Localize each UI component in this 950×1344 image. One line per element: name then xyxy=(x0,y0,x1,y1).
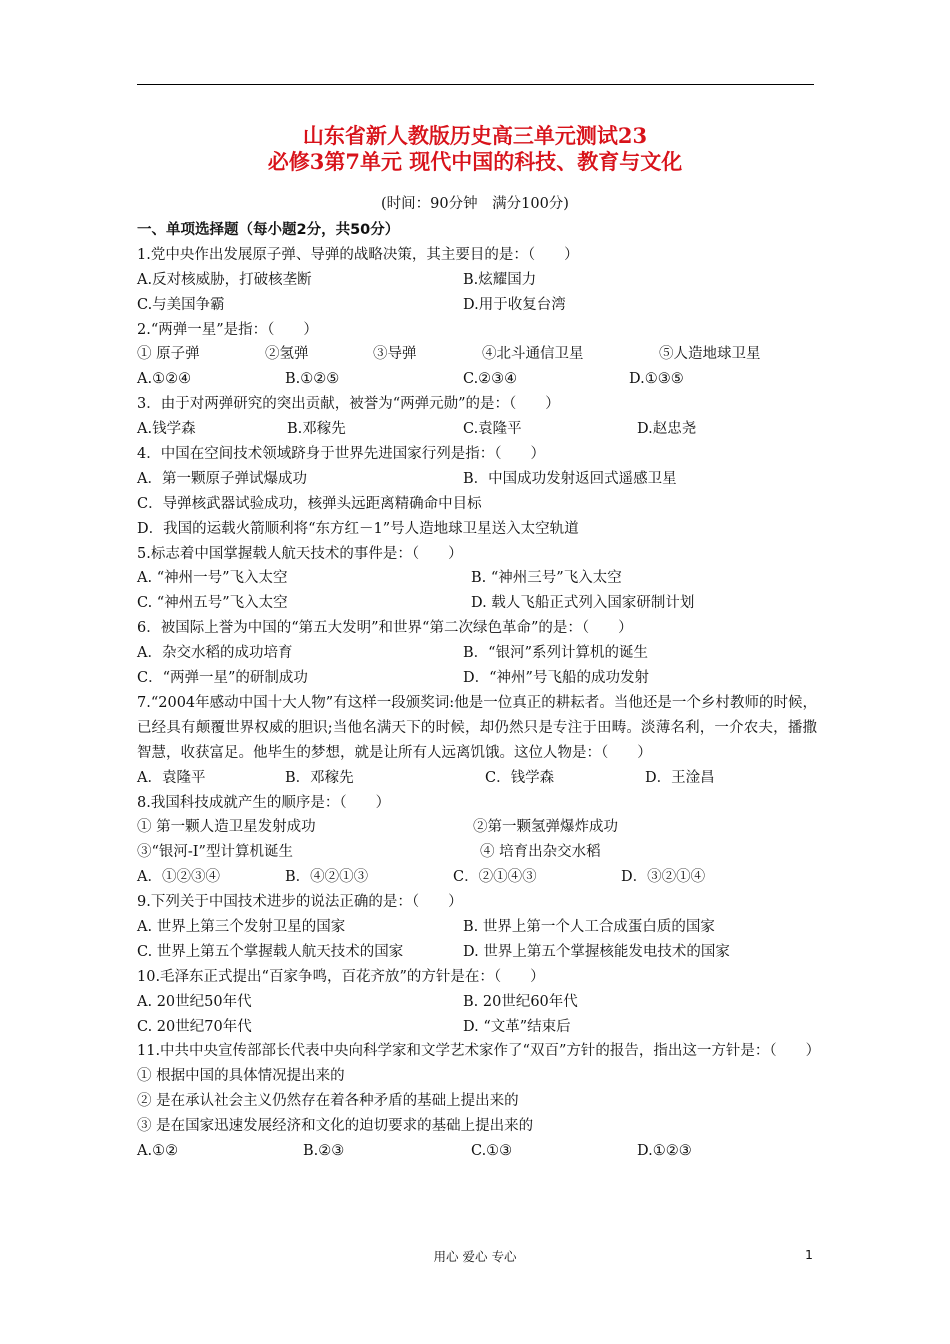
question-1-option-c: C.与美国争霸 xyxy=(137,296,225,313)
question-9-option-d: D. 世界上第五个掌握核能发电技术的国家 xyxy=(463,943,730,960)
question-7-option-d: D．王淦昌 xyxy=(645,769,715,786)
question-10-option-a: A. 20世纪50年代 xyxy=(137,993,252,1010)
question-8-option-d: D．③②①④ xyxy=(621,869,706,886)
question-5-option-d: D. 载人飞船正式列入国家研制计划 xyxy=(471,595,695,612)
question-3-option-d: D.赵忠尧 xyxy=(637,421,697,438)
question-8-option-a: A．①②③④ xyxy=(137,869,220,886)
question-2-item-2: ②氢弹 xyxy=(265,346,309,363)
question-8-item-2: ②第一颗氢弹爆炸成功 xyxy=(473,819,618,836)
question-2-options xyxy=(137,367,817,392)
question-10-options-row1 xyxy=(137,990,817,1015)
question-3-stem: 3．由于对两弹研究的突出贡献，被誉为“两弹元勋”的是：（ ） xyxy=(137,396,560,413)
question-7-options xyxy=(137,766,817,791)
question-6-options-row2 xyxy=(137,666,817,691)
question-5-options-row2 xyxy=(137,591,817,616)
question-6-option-a: A．杂交水稻的成功培育 xyxy=(137,645,293,662)
question-1-options-row1 xyxy=(137,268,817,293)
question-8-items-row1 xyxy=(137,815,817,840)
question-9-option-c: C. 世界上第五个掌握载人航天技术的国家 xyxy=(137,943,404,960)
document-title: 山东省新人教版历史高三单元测试23 xyxy=(302,123,648,148)
exam-info: (时间：90分钟 满分100分) xyxy=(381,196,569,212)
question-7-option-c: C．钱学森 xyxy=(485,769,555,786)
question-1-stem: 1.党中央作出发展原子弹、导弹的战略决策，其主要目的是：（ ） xyxy=(137,246,579,263)
question-11-item-2: ② 是在承认社会主义仍然存在着各种矛盾的基础上提出来的 xyxy=(137,1093,519,1110)
question-2-item-3: ③导弹 xyxy=(373,346,417,363)
question-11-option-b: B.②③ xyxy=(303,1143,345,1160)
question-11-option-d: D.①②③ xyxy=(637,1143,692,1160)
page-number: 1 xyxy=(805,1247,813,1262)
question-9-option-a: A. 世界上第三个发射卫星的国家 xyxy=(137,918,346,935)
section-heading: 一、单项选择题（每小题2分，共50分） xyxy=(137,222,400,238)
question-6-option-d: D．“神州”号飞船的成功发射 xyxy=(463,670,649,687)
question-11-item-1: ① 根据中国的具体情况提出来的 xyxy=(137,1068,345,1085)
question-5-stem: 5.标志着中国掌握载人航天技术的事件是：（ ） xyxy=(137,545,463,562)
question-8-item-3: ③“银河-I”型计算机诞生 xyxy=(137,844,293,861)
question-1-option-a: A.反对核威胁，打破核垄断 xyxy=(137,271,312,288)
question-3-options xyxy=(137,417,817,442)
question-9-stem: 9.下列关于中国技术进步的说法正确的是：（ ） xyxy=(137,894,463,911)
question-9-option-b: B. 世界上第一个人工合成蛋白质的国家 xyxy=(463,918,715,935)
question-4-option-a: A．第一颗原子弹试爆成功 xyxy=(137,470,307,487)
question-4-option-c: C．导弹核武器试验成功，核弹头远距离精确命中目标 xyxy=(137,495,482,512)
question-10-option-b: B. 20世纪60年代 xyxy=(463,993,578,1010)
question-8-stem: 8.我国科技成就产生的顺序是：（ ） xyxy=(137,794,391,811)
question-4-options-row1 xyxy=(137,467,817,492)
question-11-options xyxy=(137,1139,817,1164)
question-7-option-b: B．邓稼先 xyxy=(285,769,354,786)
question-1-options-row2 xyxy=(137,293,817,318)
question-1-option-d: D.用于收复台湾 xyxy=(463,296,566,313)
question-3-option-c: C.袁隆平 xyxy=(463,421,522,438)
question-6-option-c: C．“两弹一星”的研制成功 xyxy=(137,670,308,687)
question-2-item-4: ④北斗通信卫星 xyxy=(482,346,584,363)
page-footer: 用心 爱心 专心 xyxy=(433,1249,517,1264)
question-1-option-b: B.炫耀国力 xyxy=(463,271,537,288)
question-5-option-c: C. “神州五号”飞入太空 xyxy=(137,595,288,612)
question-2-option-d: D.①③⑤ xyxy=(629,371,684,388)
question-2-item-5: ⑤人造地球卫星 xyxy=(659,346,761,363)
question-11-stem: 11.中共中央宣传部部长代表中央向科学家和文学艺术家作了“双百”方针的报告，指出这一方针是：（ ） xyxy=(137,1043,821,1060)
question-5-option-a: A. “神州一号”飞入太空 xyxy=(137,570,288,587)
question-11-item-3: ③ 是在国家迅速发展经济和文化的迫切要求的基础上提出来的 xyxy=(137,1118,534,1135)
question-10-stem: 10.毛泽东正式提出“百家争鸣，百花齐放”的方针是在：（ ） xyxy=(137,968,545,985)
question-list xyxy=(137,218,821,1164)
question-7-stem: 7.“2004年感动中国十大人物”有这样一段颁奖词:他是一位真正的耕耘者。当他还是一个乡村教师的时候，已经具有颠覆世界权威的胆识;当他名满天下的时候，却仍然只是专注于田畴。淡薄名利，一介农夫，播撒智慧，收获富足。他毕生的梦想，就是让所有人远离饥饿。这位人物是：（ ） xyxy=(137,694,817,761)
question-8-options xyxy=(137,865,817,890)
question-9-options-row2 xyxy=(137,940,817,965)
question-4-stem: 4．中国在空间技术领域跻身于世界先进国家行列是指：（ ） xyxy=(137,446,545,463)
question-8-item-4: ④ 培育出杂交水稻 xyxy=(480,844,601,861)
question-8-items-row2 xyxy=(137,840,817,865)
question-8-option-c: C．②①④③ xyxy=(453,869,537,886)
question-6-stem: 6．被国际上誉为中国的“第五大发明”和世界“第二次绿色革命”的是：（ ） xyxy=(137,620,633,637)
question-2-item-1: ① 原子弹 xyxy=(137,346,200,363)
question-2-option-a: A.①②④ xyxy=(137,371,192,388)
question-10-option-c: C. 20世纪70年代 xyxy=(137,1018,252,1035)
question-2-items xyxy=(137,342,817,367)
question-2-option-c: C.②③④ xyxy=(463,371,518,388)
question-4-option-d: D．我国的运载火箭顺利将“东方红－1”号人造地球卫星送入太空轨道 xyxy=(137,520,579,537)
question-5-options-row1 xyxy=(137,566,817,591)
header-rule xyxy=(137,84,814,85)
question-4-option-b: B．中国成功发射返回式遥感卫星 xyxy=(463,470,677,487)
question-6-option-b: B．“银河”系列计算机的诞生 xyxy=(463,645,648,662)
question-6-options-row1 xyxy=(137,641,817,666)
question-7-option-a: A．袁隆平 xyxy=(137,769,206,786)
question-2-option-b: B.①②⑤ xyxy=(285,371,340,388)
question-10-options-row2 xyxy=(137,1015,817,1040)
question-2-stem: 2.“两弹一星”是指：（ ） xyxy=(137,321,318,338)
question-10-option-d: D. “文革”结束后 xyxy=(463,1018,571,1035)
question-3-option-a: A.钱学森 xyxy=(137,421,196,438)
question-9-options-row1 xyxy=(137,915,817,940)
question-11-option-c: C.①③ xyxy=(471,1143,513,1160)
document-subtitle: 必修3第7单元 现代中国的科技、教育与文化 xyxy=(267,149,683,174)
question-8-option-b: B．④②①③ xyxy=(285,869,369,886)
question-5-option-b: B. “神州三号”飞入太空 xyxy=(471,570,622,587)
question-11-option-a: A.①② xyxy=(137,1143,179,1160)
question-8-item-1: ① 第一颗人造卫星发射成功 xyxy=(137,819,316,836)
question-3-option-b: B.邓稼先 xyxy=(287,421,346,438)
